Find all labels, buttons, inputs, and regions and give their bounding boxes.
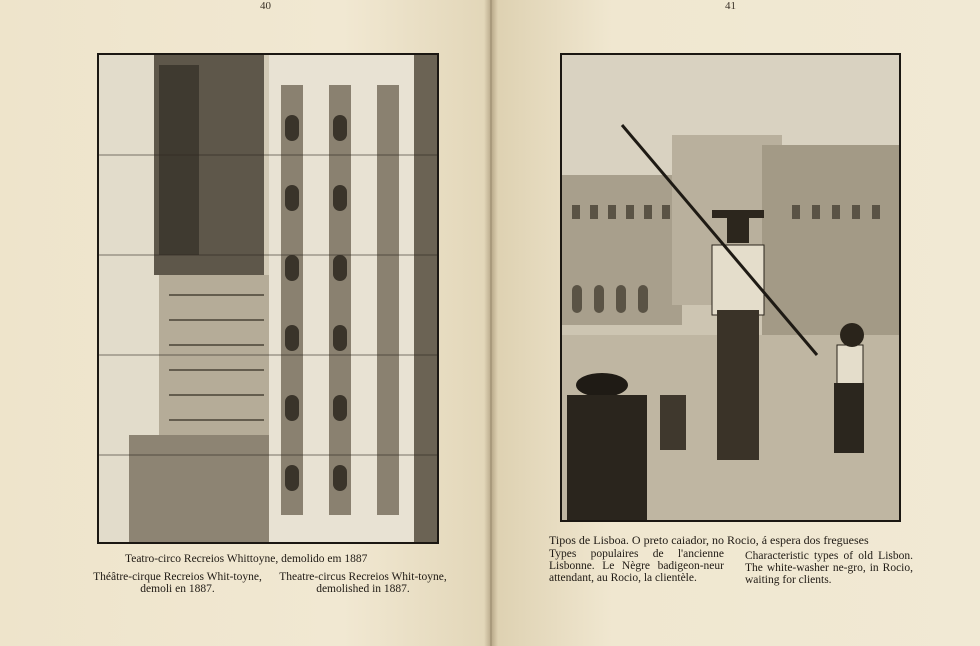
right-caption-french: Types populaires de l'ancienne Lisbonne. Le Nègre badigeon-neur attendant, au Rocio, la clientèle. — [549, 548, 724, 584]
whitewasher-engraving-illustration — [562, 55, 899, 520]
right-page-number: 41 — [725, 0, 736, 12]
right-caption-english: Characteristic types of old Lisbon. The white-washer ne-gro, in Rocio, waiting for clients. — [745, 550, 913, 586]
left-caption-portuguese: Teatro-circo Recreios Whittoyne, demolido em 1887 — [125, 553, 368, 565]
left-caption-english: Theatre-circus Recreios Whit-toyne, demolished in 1887. — [279, 571, 447, 595]
left-page-number: 40 — [260, 0, 271, 12]
right-caption-portuguese: Tipos de Lisboa. O preto caiador, no Rocio, á espera dos fregueses — [549, 533, 869, 547]
left-caption-french: Théâtre-cirque Recreios Whit-toyne, demoli en 1887. — [93, 571, 262, 595]
book-gutter — [484, 0, 498, 646]
whitewasher-engraving — [560, 53, 901, 522]
theatre-engraving — [97, 53, 439, 544]
theatre-engraving-illustration — [99, 55, 437, 542]
